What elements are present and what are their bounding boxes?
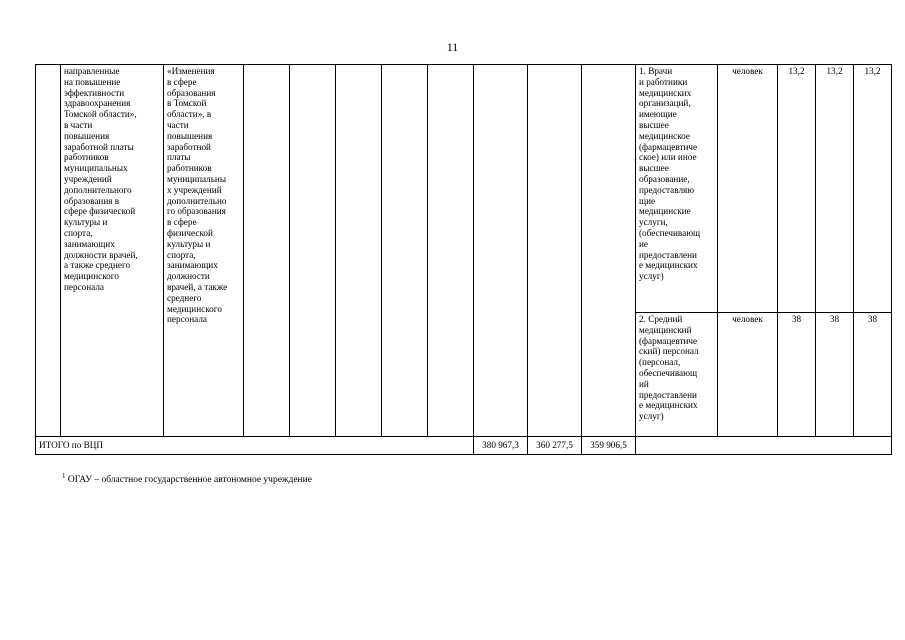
indicator-value: 38 xyxy=(854,313,892,437)
indicator-value: 13,2 xyxy=(778,65,816,313)
total-row xyxy=(36,437,892,455)
footnote-marker: 1 xyxy=(62,472,66,480)
total-empty xyxy=(636,437,892,455)
cell-measure-description: направленные на повышение эффективности здравоохранения Томской области», в части повышения заработной платы работников муниципальных учреждений дополнительного образования в сфере физической культуры и спорта, занимающих должности врачей, а также среднего медицинского персонала xyxy=(61,65,164,437)
indicator-unit: человек xyxy=(718,313,778,437)
indicator-value: 13,2 xyxy=(816,65,854,313)
page-number: 11 xyxy=(446,40,459,54)
program-table xyxy=(35,64,892,455)
cell-empty xyxy=(336,65,382,437)
indicator-name: 2. Средний медицинский (фармацевтиче ский) персонал (персонал, обеспечивающ ий предоставлени е медицинских услуг) xyxy=(636,313,718,437)
indicator-unit: человек xyxy=(718,65,778,313)
total-label: ИТОГО по ВЦП xyxy=(36,437,474,455)
indicator-value: 38 xyxy=(778,313,816,437)
cell-program-name: «Изменения в сфере образования в Томской области», в части повышения заработной платы работников муниципальны х учреждений дополнительно го образования в сфере физической культуры и спорта, занимающих должности врачей, а также среднего медицинского персонала xyxy=(164,65,244,437)
total-value: 359 906,5 xyxy=(582,437,636,455)
footnote xyxy=(62,472,312,485)
indicator-name: 1. Врачи и работники медицинских организаций, имеющие высшее медицинское (фармацевтиче ское) или иное высшее образование, предоставляю щие медицинские услуги, (обеспечивающ ие предоставлени е медицинских услуг) xyxy=(636,65,718,313)
cell-empty xyxy=(582,65,636,437)
cell-empty xyxy=(428,65,474,437)
cell-col-a xyxy=(36,65,61,437)
total-value: 380 967,3 xyxy=(474,437,528,455)
table-row xyxy=(36,65,892,313)
footnote-text: ОГАУ – областное государственное автономное учреждение xyxy=(67,475,312,486)
indicator-value: 38 xyxy=(816,313,854,437)
cell-empty xyxy=(528,65,582,437)
cell-empty xyxy=(474,65,528,437)
indicator-value: 13,2 xyxy=(854,65,892,313)
cell-empty xyxy=(290,65,336,437)
total-value: 360 277,5 xyxy=(528,437,582,455)
cell-empty xyxy=(382,65,428,437)
cell-empty xyxy=(244,65,290,437)
